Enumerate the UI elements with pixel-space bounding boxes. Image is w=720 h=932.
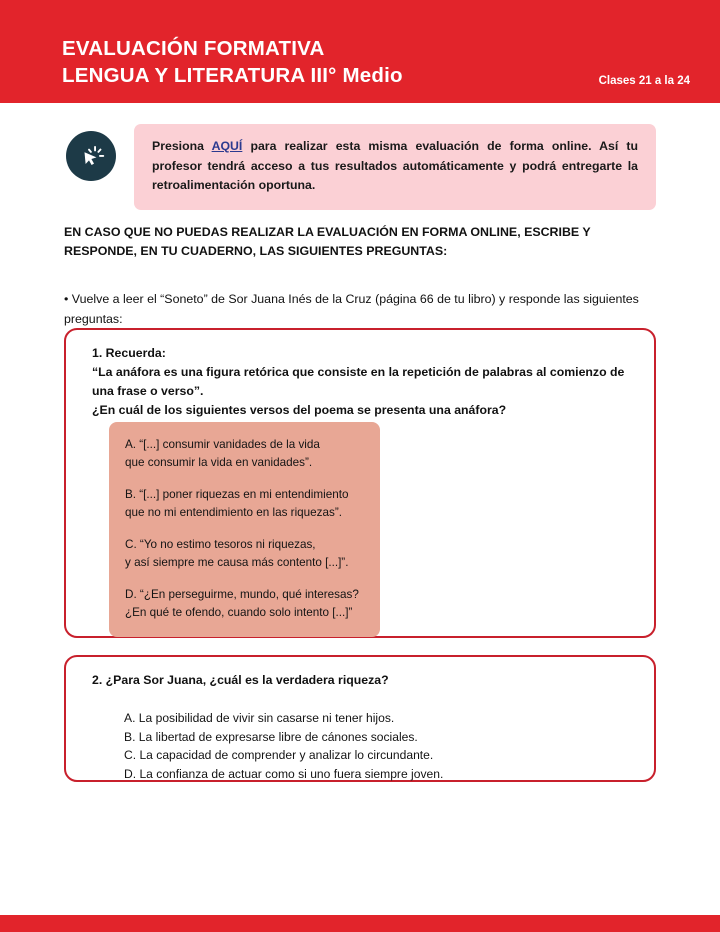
instructions-bullet: • Vuelve a leer el “Soneto” de Sor Juana Inés de la Cruz (página 66 de tu libro) y responde las siguientes preguntas: (64, 292, 639, 326)
option-d-line-1: D. “¿En perseguirme, mundo, qué interesas? (125, 588, 359, 601)
instructions-section (64, 223, 656, 329)
page-title-asignatura: LENGUA Y LITERATURA III° Medio (62, 64, 403, 87)
question-1-option-d[interactable] (125, 586, 364, 621)
question-2-options-list (124, 709, 634, 783)
aqui-link[interactable]: AQUÍ (211, 139, 243, 153)
question-1-option-c[interactable] (125, 536, 364, 571)
instructions-bold-notice: EN CASO QUE NO PUEDAS REALIZAR LA EVALUACIÓN EN FORMA ONLINE, ESCRIBE Y RESPONDE, EN TU CUADERNO, LAS SIGUIENTES PREGUNTAS: (64, 225, 591, 258)
option-b-line-1: B. “[...] poner riquezas en mi entendimiento (125, 488, 349, 501)
question-2-option-a[interactable]: A. La posibilidad de vivir sin casarse ni tener hijos. (124, 711, 395, 725)
online-notice-text (152, 137, 638, 196)
question-1-option-a[interactable] (125, 436, 364, 471)
option-d-line-2: ¿En qué te ofendo, cuando solo intento [...]” (125, 605, 353, 619)
header-title-group (62, 36, 403, 90)
question-1-heading-line-2: “La anáfora es una figura retórica que consiste en la repetición de palabras al comienzo de una frase o verso”. (92, 365, 625, 398)
online-notice (66, 124, 656, 210)
question-1-box (64, 328, 656, 638)
question-2-heading (92, 671, 634, 690)
question-2-option-c[interactable]: C. La capacidad de comprender y analizar lo circundante. (124, 748, 434, 762)
question-2-option-b[interactable]: B. La libertad de expresarse libre de cánones sociales. (124, 729, 418, 744)
question-1-options-block (109, 422, 380, 637)
option-b-line-2: que no mi entendimiento en las riquezas”. (125, 505, 342, 519)
page-title-evaluacion: EVALUACIÓN FORMATIVA (62, 37, 325, 60)
header-content (62, 36, 690, 90)
question-1-heading (92, 344, 634, 420)
question-2-heading-line-1: 2. ¿Para Sor Juana, ¿cuál es la verdadera riqueza? (92, 673, 389, 687)
question-2-option-d[interactable]: D. La confianza de actuar como si uno fuera siempre joven. (124, 766, 444, 781)
online-notice-box (134, 124, 656, 210)
page-footer-bar (0, 915, 720, 932)
page-header-banner (0, 0, 720, 103)
question-1-heading-line-1: 1. Recuerda: (92, 346, 166, 360)
option-a-line-2: que consumir la vida en vanidades”. (125, 455, 313, 469)
option-c-line-1: C. “Yo no estimo tesoros ni riquezas, (125, 538, 316, 551)
question-2-box (64, 655, 656, 782)
click-cursor-icon (66, 131, 116, 181)
notice-text-before-link: Presiona (152, 139, 212, 153)
notice-text-after-link: para realizar esta misma evaluación de forma online. Así tu profesor tendrá acceso a tus resultados automáticamente y podrá entregarte la retroalimentación oportuna. (152, 139, 638, 192)
question-1-heading-line-3: ¿En cuál de los siguientes versos del poema se presenta una anáfora? (92, 403, 507, 417)
option-a-line-1: A. “[...] consumir vanidades de la vida (125, 438, 320, 451)
question-1-option-b[interactable] (125, 486, 364, 521)
header-classes-label: Clases 21 a la 24 (598, 75, 690, 87)
option-c-line-2: y así siempre me causa más contento [...]”. (125, 555, 349, 569)
